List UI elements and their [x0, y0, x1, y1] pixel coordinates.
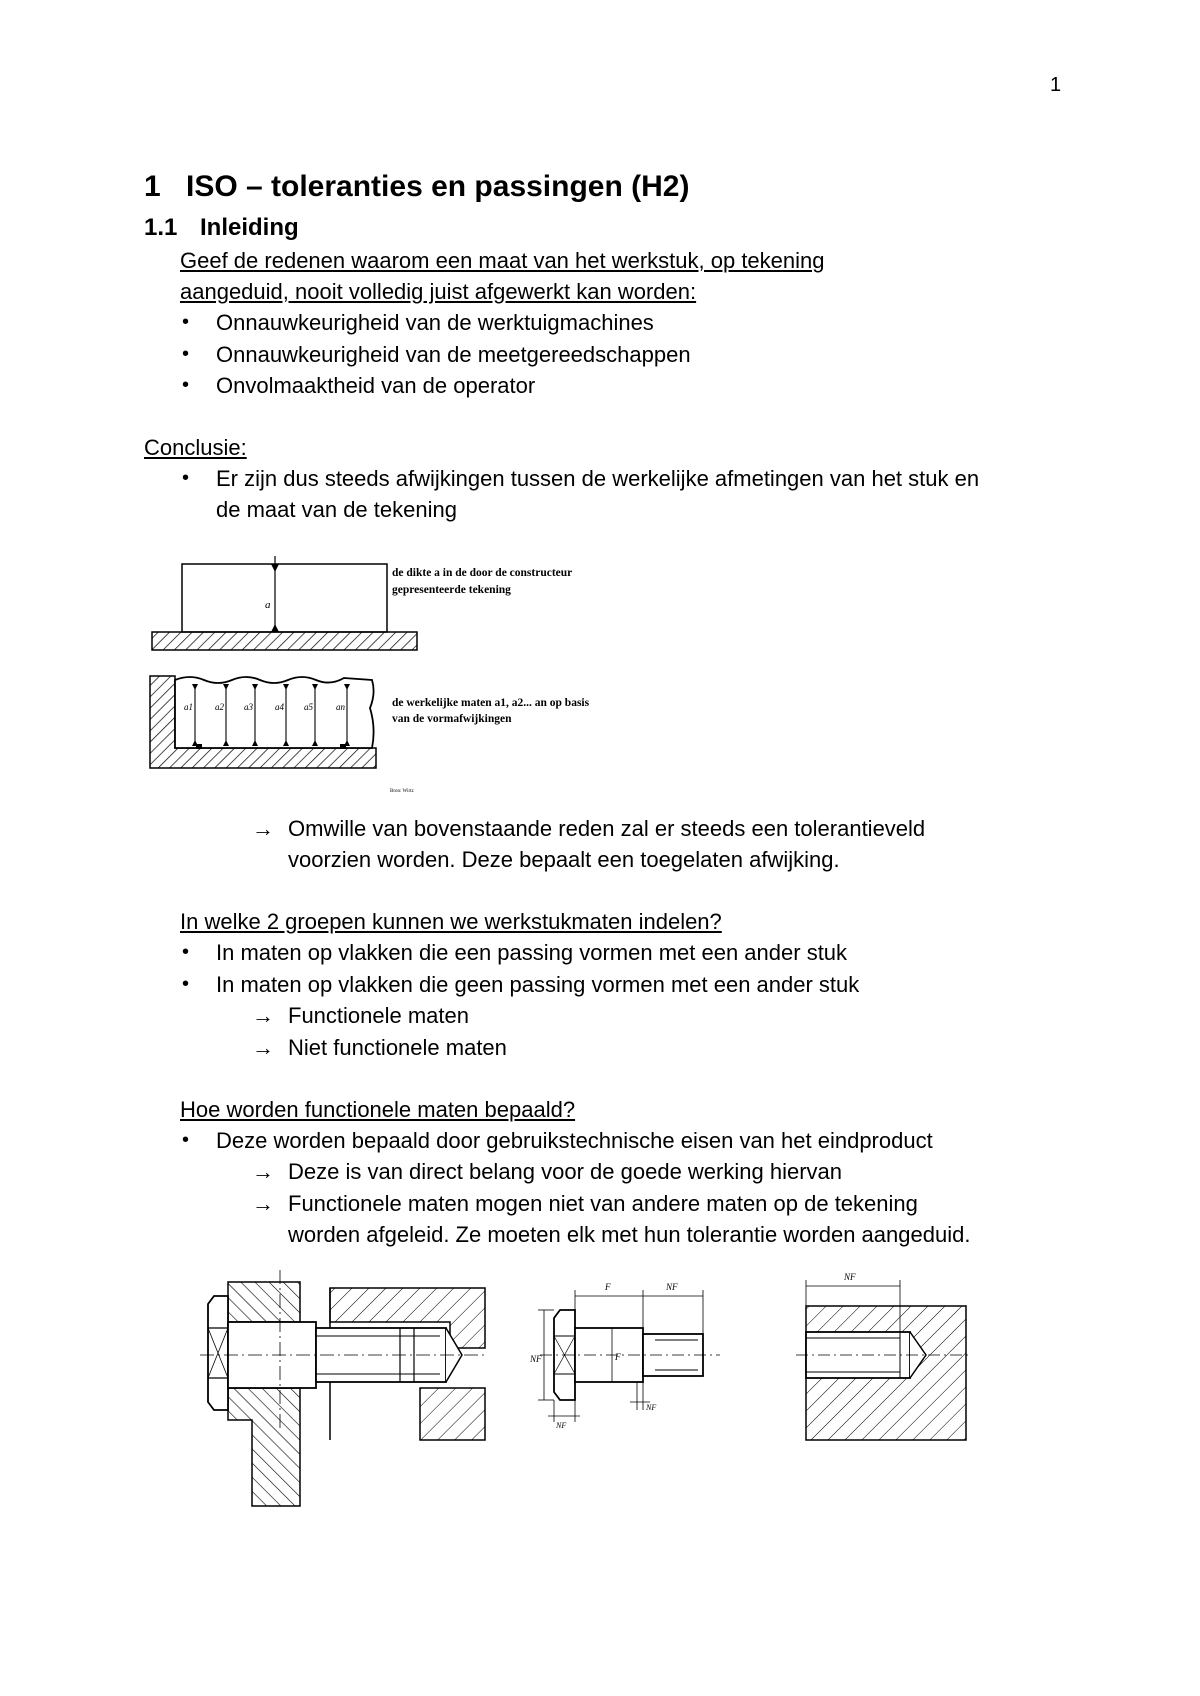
list-item [182, 370, 536, 401]
conclusie-line-2: de maat van de tekening [216, 497, 457, 522]
page-number: 1 [1050, 74, 1062, 96]
list-item [182, 1125, 933, 1156]
chapter-number: 1 [144, 170, 161, 203]
caption-bottom-1: de werkelijke maten a1, a2... an op basis [392, 697, 590, 709]
assembly-drawing [200, 1270, 485, 1510]
arrow-item-continuation: worden afgeleid. Ze moeten elk met hun tolerantie worden aangeduid. [288, 1222, 971, 1247]
question-3: Hoe worden functionele maten bepaald? [180, 1097, 576, 1122]
arrow-icon: → [252, 816, 274, 841]
arrow-item: → Functionele maten mogen niet van andere maten op de tekening [288, 1188, 918, 1219]
dim-nf-vertical: NF [530, 1354, 542, 1364]
dim-nf-bottom-right: NF [646, 1403, 657, 1412]
arrow-icon: → [252, 1035, 274, 1060]
note-line-2: voorzien worden. Deze bepaalt een toegelaten afwijking. [288, 847, 840, 872]
bullet-icon: • [182, 941, 190, 963]
list-item [182, 463, 980, 494]
arrow-icon: → [252, 1191, 274, 1216]
list-item [182, 969, 860, 1000]
question-2: In welke 2 groepen kunnen we werkstukmaten indelen? [180, 909, 722, 934]
section-title: Inleiding [200, 214, 299, 241]
section-heading [144, 214, 299, 242]
list-item-text: Onnauwkeurigheid van de meetgereedschappen [216, 342, 691, 367]
bullet-icon: • [182, 311, 190, 333]
dim-nf-bottom-left: NF [556, 1421, 567, 1430]
arrow-icon: → [252, 1003, 274, 1028]
note-line-1: → Omwille van bovenstaande reden zal er steeds een tolerantieveld [288, 813, 925, 844]
label-a2: a2 [215, 702, 224, 712]
dim-f-label: F [605, 1282, 611, 1292]
section-number: 1.1 [144, 214, 178, 241]
question-1-line-1: Geef de redenen waarom een maat van het werkstuk, op tekening [180, 248, 825, 273]
list-item-text: Onnauwkeurigheid van de werktuigmachines [216, 310, 654, 335]
arrow-item: → Niet functionele maten [288, 1032, 507, 1063]
actual-block [175, 677, 374, 748]
list-item-text: Deze worden bepaald door gebruikstechnische eisen van het eindproduct [216, 1128, 933, 1153]
dim-f-vertical: F [615, 1352, 621, 1362]
hole-drawing [796, 1272, 970, 1440]
bolt-figure [200, 1270, 980, 1510]
bolt-drawing [529, 1282, 720, 1430]
nominal-block [182, 564, 387, 632]
bullet-icon: • [182, 1129, 190, 1151]
list-item-text: Er zijn dus steeds afwijkingen tussen de werkelijke afmetingen van het stuk en [216, 466, 980, 491]
base-plate [152, 632, 417, 650]
dim-nf-hole: NF [844, 1272, 856, 1282]
list-item [182, 307, 654, 338]
figure-source: Bron: Wirtz [390, 789, 414, 794]
deviation-figure [140, 548, 660, 798]
caption-top-2: gepresenteerde tekening [392, 584, 511, 596]
arrow-item: → Functionele maten [288, 1000, 469, 1031]
bullet-icon: • [182, 467, 190, 489]
chapter-heading [144, 170, 689, 204]
list-item-text: In maten op vlakken die een passing vormen met een ander stuk [216, 940, 848, 965]
arrow-item: → Deze is van direct belang voor de goede werking hiervan [288, 1156, 842, 1187]
bullet-icon: • [182, 973, 190, 995]
chapter-title: ISO – toleranties en passingen (H2) [186, 170, 690, 203]
label-an: an [336, 702, 345, 712]
caption-top-1: de dikte a in de door de constructeur [392, 567, 573, 579]
dim-a-label: a [265, 599, 271, 611]
label-a4: a4 [275, 702, 284, 712]
bullet-icon: • [182, 374, 190, 396]
question-1-line-2: aangeduid, nooit volledig juist afgewerkt kan worden: [180, 279, 697, 304]
list-item-text: Onvolmaaktheid van de operator [216, 373, 536, 398]
list-item-text: In maten op vlakken die geen passing vormen met een ander stuk [216, 972, 860, 997]
label-a1: a1 [184, 702, 193, 712]
dim-nf-label: NF [666, 1282, 678, 1292]
caption-bottom-2: van de vormafwijkingen [392, 713, 512, 725]
label-a5: a5 [304, 702, 313, 712]
conclusie-label: Conclusie: [144, 435, 247, 460]
arrow-icon: → [252, 1159, 274, 1184]
list-item [182, 937, 848, 968]
bullet-icon: • [182, 343, 190, 365]
list-item [182, 339, 691, 370]
label-a3: a3 [244, 702, 253, 712]
